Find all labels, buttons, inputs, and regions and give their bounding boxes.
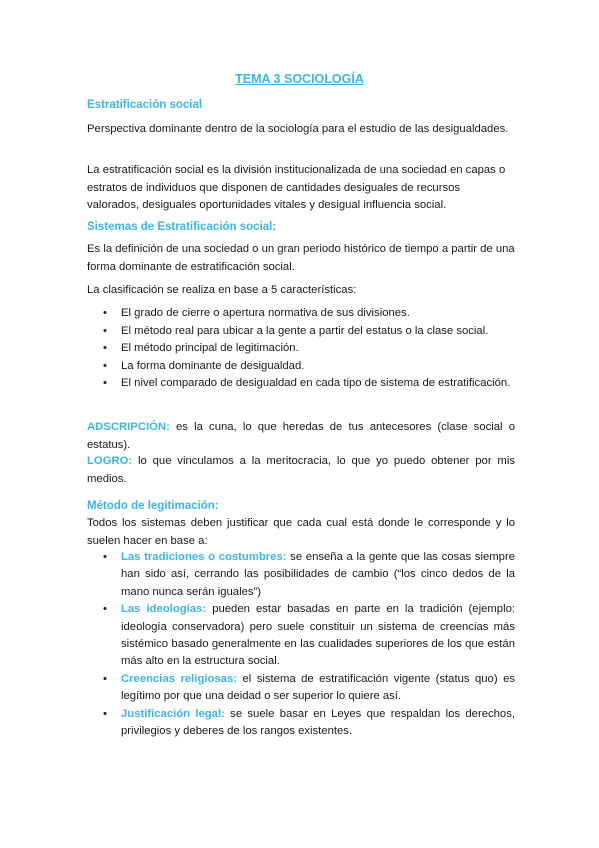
list-item: • Las ideologías: pueden estar basadas en parte en la tradición (ejemplo: ideología conservadora) pero suele constituir un sistema de creencias más sistémico basado generalmente en las cualidades superiores de los que están más alto en la estructura social. [103, 603, 516, 668]
bullet-icon: • [103, 359, 107, 372]
heading-metodo-legitimacion: Método de legitimación: [87, 500, 219, 512]
term-logro: LOGRO: [87, 455, 133, 467]
paragraph-logro: LOGRO: lo que vinculamos a la meritocracia, lo que yo puedo obtener por mis medios. [87, 455, 515, 485]
paragraph-definicion-estratificacion: La estratificación social es la división institucionalizada de una sociedad en capas o estratos de individuos que disponen de cantidades desiguales de recursos valorados, desiguales oportunidades vitales y desigual influencia social. [87, 164, 506, 211]
bullet-icon: • [103, 342, 107, 354]
list-item: • El método principal de legitimación. [103, 340, 515, 358]
bullet-icon: • [103, 307, 107, 319]
list-item: • La forma dominante de desigualdad. [103, 358, 515, 376]
paragraph-clasificacion: La clasificación se realiza en base a 5 características: [87, 284, 357, 296]
term-adscripcion: ADSCRIPCIÓN: [87, 421, 170, 433]
list-item: • Justificación legal: se suele basar en Leyes que respaldan los derechos, privilegios y deberes de los rangos existentes. [103, 707, 515, 738]
heading-estratificacion-social: Estratificación social [87, 99, 203, 111]
list-item: • Creencias religiosas: el sistema de estratificación vigente (status quo) es legítimo por que una deidad o ser superior lo quiere así. [103, 672, 516, 703]
bullet-icon: • [103, 551, 107, 563]
legitimation-list [103, 549, 515, 740]
paragraph-perspectiva: Perspectiva dominante dentro de la sociología para el estudio de las desigualdades. [87, 123, 509, 135]
list-item: • Las tradiciones o costumbres: se enseña a la gente que las cosas siempre han sido así, cerrando las posibilidades de cambio (“los cinco dedos de la mano nunca serán iguales”) [103, 551, 515, 598]
list-item: • El método real para ubicar a la gente a partir del estatus o la clase social. [103, 323, 515, 341]
page-title: TEMA 3 SOCIOLOGÍA [235, 72, 364, 86]
bullet-icon: • [103, 707, 107, 720]
characteristics-list [103, 305, 515, 393]
list-item: • El nivel comparado de desigualdad en cada tipo de sistema de estratificación. [103, 375, 515, 393]
list-item: • El grado de cierre o apertura normativa de sus divisiones. [103, 305, 515, 323]
heading-sistemas-estratificacion: Sistemas de Estratificación social: [87, 221, 277, 233]
bullet-icon: • [103, 377, 107, 389]
paragraph-adscripcion: ADSCRIPCIÓN: es la cuna, lo que heredas de tus antecesores (clase social o estatus). [87, 421, 515, 451]
bullet-icon: • [103, 603, 107, 616]
paragraph-sistemas-justificar: Todos los sistemas deben justificar que cada cual está donde le corresponde y lo suelen hacer en base a: [87, 517, 515, 547]
paragraph-definicion-sociedad: Es la definición de una sociedad o un gran periodo histórico de tiempo a partir de una forma dominante de estratificación social. [87, 243, 515, 273]
bullet-icon: • [103, 324, 107, 337]
bullet-icon: • [103, 672, 107, 685]
